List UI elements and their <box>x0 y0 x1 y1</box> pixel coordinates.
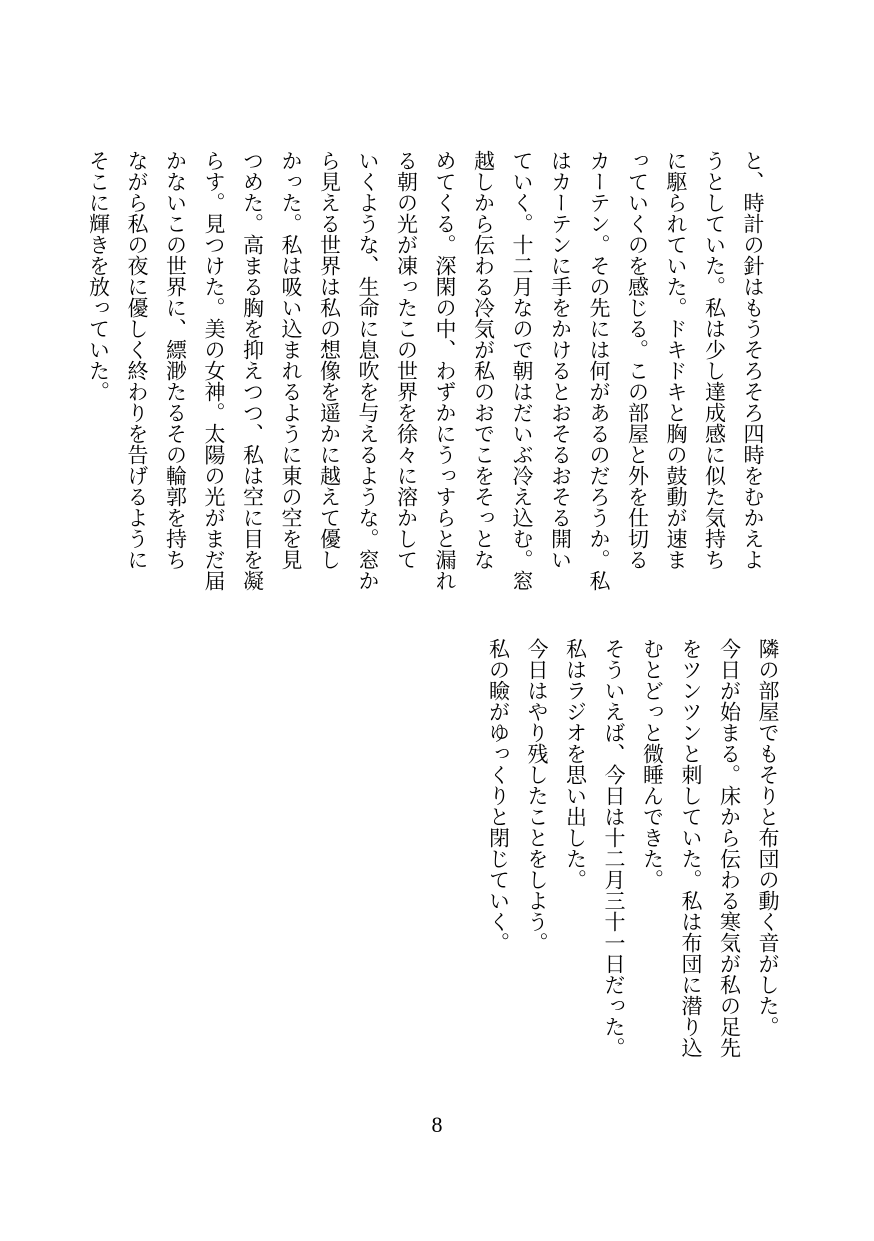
text-line: と、時計の針はもうそろそろ四時をむかえよ <box>741 150 765 570</box>
text-line: かないこの世界に、縹渺たるその輪郭を持ち <box>163 150 188 570</box>
text-line: 今日はやり残したことをしよう。 <box>525 638 549 953</box>
lower-text-block <box>486 638 787 1108</box>
text-line: そういえば、今日は十二月三十一日だった。 <box>602 638 626 1058</box>
text-line: ていく。十二月なので朝はだいぶ冷え込む。窓 <box>510 150 534 591</box>
text-line: はカーテンに手をかけるとおそるおそる開い <box>548 150 573 570</box>
text-line: かった。私は吸い込まれるように東の空を見 <box>279 150 303 570</box>
text-line: つめた。高まる胸を抑えつつ、私は空に目を凝 <box>240 150 265 591</box>
text-line: むとどっと微睡んできた。 <box>640 638 665 890</box>
text-line: る朝の光が凍ったこの世界を徐々に溶かして <box>394 150 419 570</box>
text-line: めてくる。深閑の中、わずかにうっすらと漏れ <box>433 150 457 591</box>
text-line: をツンツンと刺していた。私は布団に潜り込 <box>679 638 703 1058</box>
text-line: カーテン。その先には何があるのだろうか。私 <box>587 150 611 591</box>
text-line: 私の瞼がゆっくりと閉じていく。 <box>486 638 511 953</box>
text-line: 越しから伝わる冷気が私のおでこをそっとな <box>471 150 496 570</box>
text-line: いくような、生命に息吹を与えるような。窓か <box>356 150 380 591</box>
text-line: ながら私の夜に優しく終わりを告げるように <box>125 150 149 570</box>
text-line: っていくのを感じる。この部屋と外を仕切る <box>625 150 650 570</box>
text-line: そこに輝きを放っていた。 <box>86 150 111 402</box>
text-line: らす。見つけた。美の女神。太陽の光がまだ届 <box>202 150 226 591</box>
upper-text-block <box>86 150 772 630</box>
text-line: うとしていた。私は少し達成感に似た気持ち <box>702 150 727 570</box>
page-number: 8 <box>431 1112 443 1137</box>
text-line: 隣の部屋でもそりと布団の動く音がした。 <box>756 638 780 1037</box>
text-line: に駆られていた。ドキドキと胸の鼓動が速ま <box>664 150 688 570</box>
text-line: 私はラジオを思い出した。 <box>563 638 588 890</box>
text-line: ら見える世界は私の想像を遥かに越えて優し <box>317 150 342 570</box>
text-line: 今日が始まる。床から伝わる寒気が私の足先 <box>717 638 742 1058</box>
